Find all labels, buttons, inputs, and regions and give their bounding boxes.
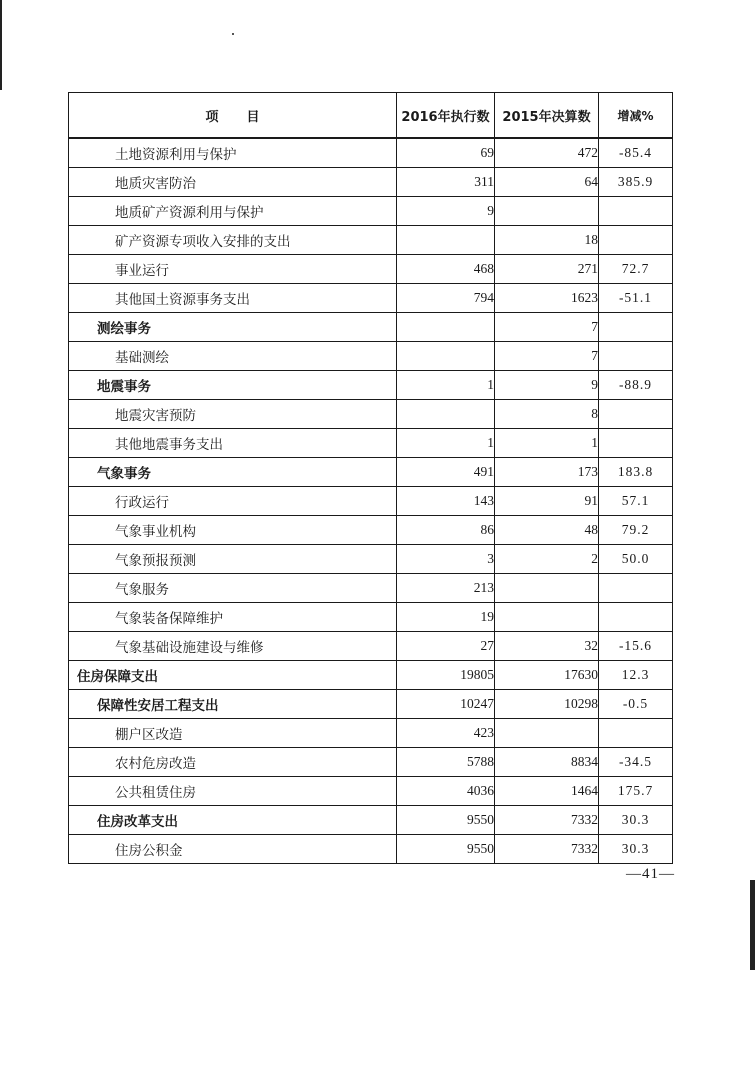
row-change-percent	[599, 400, 673, 429]
row-item-name: 棚户区改造	[69, 719, 397, 748]
table-row	[69, 777, 673, 806]
row-item-name: 地震灾害预防	[69, 400, 397, 429]
row-2016-executed: 27	[397, 632, 495, 661]
row-item-name: 保障性安居工程支出	[69, 690, 397, 719]
row-change-percent: -51.1	[599, 284, 673, 313]
row-change-percent	[599, 574, 673, 603]
row-item-name: 行政运行	[69, 487, 397, 516]
row-2016-executed: 4036	[397, 777, 495, 806]
row-2015-final: 7	[495, 342, 599, 371]
row-change-percent: 79.2	[599, 516, 673, 545]
row-change-percent: 57.1	[599, 487, 673, 516]
row-2016-executed: 10247	[397, 690, 495, 719]
row-2016-executed	[397, 342, 495, 371]
table-row	[69, 661, 673, 690]
table-row	[69, 313, 673, 342]
header-item: 项目	[69, 93, 397, 139]
header-2016-executed: 2016年执行数	[397, 93, 495, 139]
row-change-percent	[599, 719, 673, 748]
table-row	[69, 168, 673, 197]
header-row	[69, 93, 673, 139]
row-2016-executed: 19	[397, 603, 495, 632]
row-change-percent: 385.9	[599, 168, 673, 197]
row-change-percent: 12.3	[599, 661, 673, 690]
table-row	[69, 371, 673, 400]
row-change-percent	[599, 603, 673, 632]
row-change-percent: -34.5	[599, 748, 673, 777]
row-2015-final: 8834	[495, 748, 599, 777]
row-change-percent: 183.8	[599, 458, 673, 487]
row-2016-executed: 1	[397, 371, 495, 400]
table-header	[69, 93, 673, 139]
row-2015-final: 32	[495, 632, 599, 661]
row-change-percent: -15.6	[599, 632, 673, 661]
row-item-name: 测绘事务	[69, 313, 397, 342]
table-row	[69, 255, 673, 284]
row-2016-executed: 5788	[397, 748, 495, 777]
row-2016-executed: 311	[397, 168, 495, 197]
row-2015-final: 173	[495, 458, 599, 487]
row-item-name: 地质矿产资源利用与保护	[69, 197, 397, 226]
table-row	[69, 690, 673, 719]
table-row	[69, 545, 673, 574]
row-2016-executed: 9550	[397, 806, 495, 835]
row-change-percent	[599, 197, 673, 226]
row-2016-executed	[397, 313, 495, 342]
table-row	[69, 487, 673, 516]
row-change-percent: 30.3	[599, 835, 673, 864]
row-2016-executed: 143	[397, 487, 495, 516]
table-row	[69, 342, 673, 371]
table-row	[69, 226, 673, 255]
row-item-name: 气象事业机构	[69, 516, 397, 545]
scan-edge-mark-left	[0, 0, 2, 90]
row-2015-final: 8	[495, 400, 599, 429]
row-change-percent: -0.5	[599, 690, 673, 719]
row-2015-final: 7	[495, 313, 599, 342]
row-2015-final: 1	[495, 429, 599, 458]
table-row	[69, 719, 673, 748]
table-row	[69, 400, 673, 429]
table-row	[69, 835, 673, 864]
table-row	[69, 197, 673, 226]
table-row	[69, 574, 673, 603]
row-change-percent: -88.9	[599, 371, 673, 400]
row-item-name: 气象服务	[69, 574, 397, 603]
row-item-name: 气象装备保障维护	[69, 603, 397, 632]
row-item-name: 住房保障支出	[69, 661, 397, 690]
table-row	[69, 429, 673, 458]
table-row	[69, 748, 673, 777]
row-item-name: 基础测绘	[69, 342, 397, 371]
row-2016-executed: 9	[397, 197, 495, 226]
budget-table	[68, 92, 673, 864]
table-row	[69, 138, 673, 168]
row-item-name: 住房改革支出	[69, 806, 397, 835]
row-2015-final: 7332	[495, 806, 599, 835]
row-2015-final: 7332	[495, 835, 599, 864]
row-change-percent: 30.3	[599, 806, 673, 835]
row-item-name: 气象基础设施建设与维修	[69, 632, 397, 661]
row-change-percent: 72.7	[599, 255, 673, 284]
row-2016-executed: 9550	[397, 835, 495, 864]
row-2016-executed: 423	[397, 719, 495, 748]
row-2016-executed: 19805	[397, 661, 495, 690]
table-row	[69, 806, 673, 835]
scan-edge-mark-right	[750, 880, 755, 970]
row-2016-executed: 468	[397, 255, 495, 284]
row-item-name: 矿产资源专项收入安排的支出	[69, 226, 397, 255]
row-item-name: 住房公积金	[69, 835, 397, 864]
table-row	[69, 632, 673, 661]
row-2015-final	[495, 197, 599, 226]
row-2015-final	[495, 719, 599, 748]
row-change-percent	[599, 429, 673, 458]
row-2016-executed	[397, 226, 495, 255]
row-item-name: 土地资源利用与保护	[69, 138, 397, 168]
row-2016-executed: 213	[397, 574, 495, 603]
row-change-percent: 50.0	[599, 545, 673, 574]
header-change-percent: 增减%	[599, 93, 673, 139]
row-2015-final: 1623	[495, 284, 599, 313]
row-2015-final: 10298	[495, 690, 599, 719]
table-row	[69, 458, 673, 487]
row-2016-executed	[397, 400, 495, 429]
row-2016-executed: 86	[397, 516, 495, 545]
row-2016-executed: 1	[397, 429, 495, 458]
row-change-percent: 175.7	[599, 777, 673, 806]
row-item-name: 气象预报预测	[69, 545, 397, 574]
row-2015-final: 271	[495, 255, 599, 284]
row-2015-final: 9	[495, 371, 599, 400]
row-item-name: 事业运行	[69, 255, 397, 284]
row-2015-final: 91	[495, 487, 599, 516]
row-2015-final: 64	[495, 168, 599, 197]
scan-speck	[232, 33, 234, 35]
row-change-percent: -85.4	[599, 138, 673, 168]
row-2016-executed: 794	[397, 284, 495, 313]
row-item-name: 地震事务	[69, 371, 397, 400]
table-row	[69, 603, 673, 632]
row-change-percent	[599, 342, 673, 371]
row-2016-executed: 69	[397, 138, 495, 168]
row-2015-final: 48	[495, 516, 599, 545]
row-change-percent	[599, 313, 673, 342]
page-number: —41—	[626, 866, 675, 882]
row-item-name: 气象事务	[69, 458, 397, 487]
row-change-percent	[599, 226, 673, 255]
row-2016-executed: 491	[397, 458, 495, 487]
row-2015-final: 1464	[495, 777, 599, 806]
row-2015-final	[495, 603, 599, 632]
row-item-name: 其他国土资源事务支出	[69, 284, 397, 313]
row-2015-final: 472	[495, 138, 599, 168]
table-row	[69, 516, 673, 545]
row-item-name: 公共租赁住房	[69, 777, 397, 806]
row-2016-executed: 3	[397, 545, 495, 574]
row-item-name: 农村危房改造	[69, 748, 397, 777]
row-2015-final	[495, 574, 599, 603]
row-2015-final: 2	[495, 545, 599, 574]
header-2015-final: 2015年决算数	[495, 93, 599, 139]
row-2015-final: 17630	[495, 661, 599, 690]
row-2015-final: 18	[495, 226, 599, 255]
row-item-name: 其他地震事务支出	[69, 429, 397, 458]
row-item-name: 地质灾害防治	[69, 168, 397, 197]
table-row	[69, 284, 673, 313]
table-body	[69, 138, 673, 864]
